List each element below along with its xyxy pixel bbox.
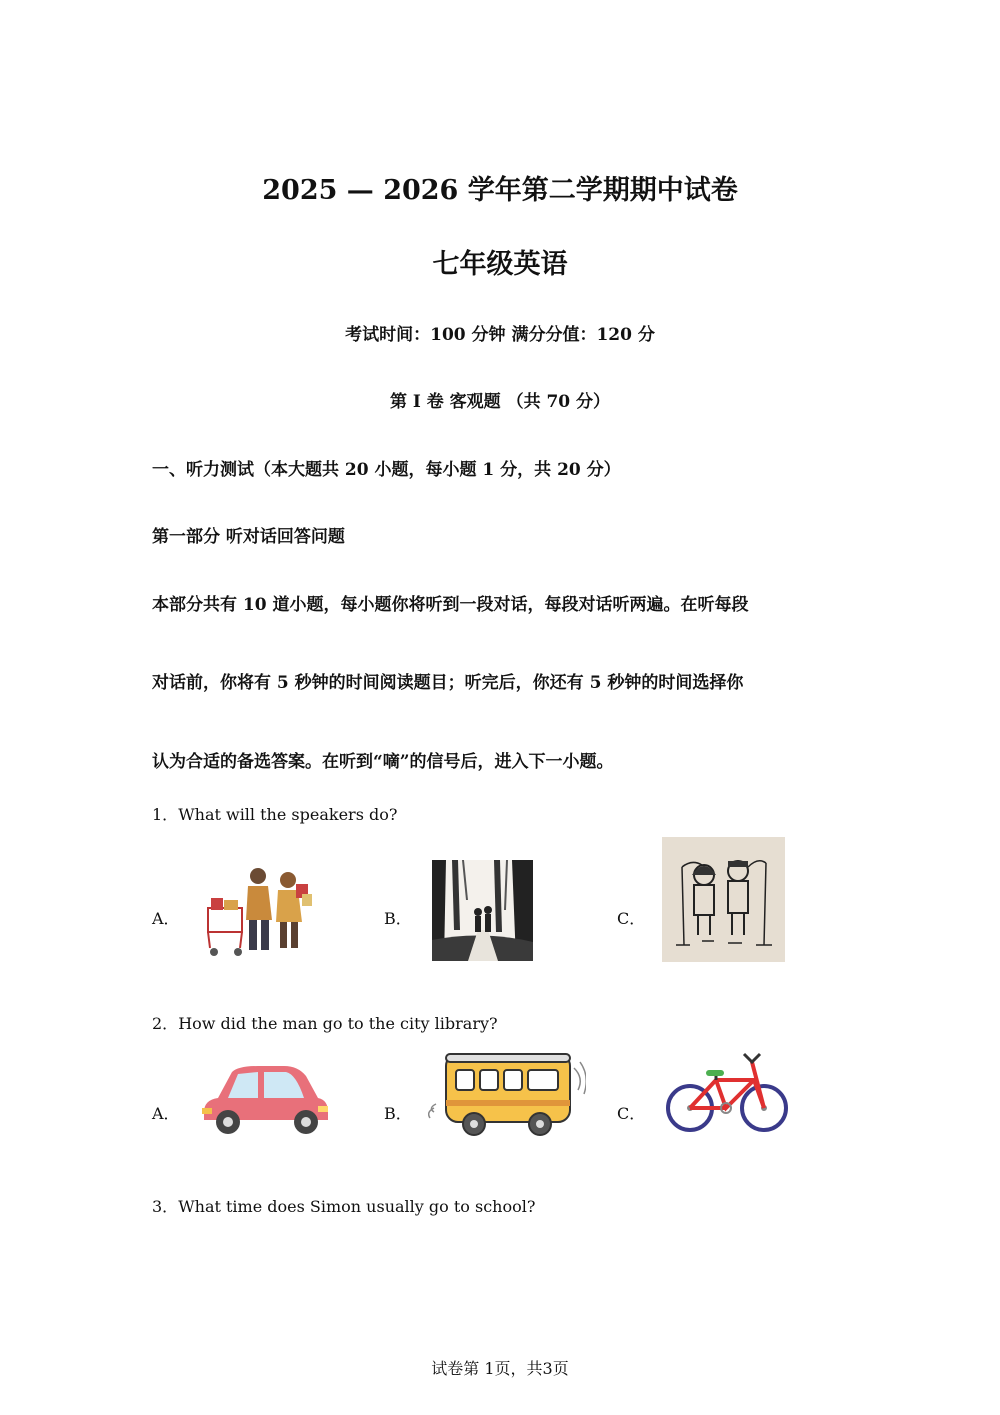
instruction-line-1: 本部分共有 10 道小题，每小题你将听到一段对话，每段对话听两遍。在听每段: [152, 595, 749, 615]
exam-subject: 七年级英语: [432, 249, 568, 280]
instruction-line-2: 对话前，你将有 5 秒钟的时间阅读题目；听完后，你还有 5 秒钟的时间选择你: [152, 673, 744, 693]
section-subheading: 第一部分 听对话回答问题: [152, 527, 345, 547]
exam-title: 2025 — 2026 学年第二学期期中试卷: [262, 175, 738, 206]
question-1: [152, 802, 397, 825]
option-label: B．: [384, 909, 412, 928]
instruction-line-3: 认为合适的备选答案。在听到“嘀”的信号后，进入下一小题。: [152, 752, 614, 772]
question-number: 2．: [152, 1014, 179, 1033]
question-number: 3．: [152, 1197, 179, 1216]
option-label: C．: [617, 909, 646, 928]
question-text: How did the man go to the city library?: [178, 1014, 498, 1033]
car-image: [198, 1062, 332, 1138]
fishing-kids-image: [662, 837, 785, 962]
page-footer: 试卷第 1页，共3页: [431, 1359, 569, 1378]
question-2: [152, 1011, 498, 1034]
exam-info: 考试时间：100 分钟 满分分值：120 分: [345, 325, 655, 345]
question-3: [152, 1194, 535, 1217]
bus-image: [428, 1048, 586, 1140]
bicycle-image: [664, 1046, 792, 1136]
part-title: 第 Ⅰ 卷 客观题 （共 70 分）: [389, 392, 611, 412]
question-number: 1．: [152, 805, 179, 824]
option-label: A．: [152, 909, 180, 928]
option-label: A．: [152, 1104, 180, 1123]
option-label: C．: [617, 1104, 646, 1123]
question-text: What will the speakers do?: [178, 805, 398, 824]
section-heading: 一、听力测试（本大题共 20 小题，每小题 1 分，共 20 分）: [152, 460, 621, 480]
question-text: What time does Simon usually go to school?: [178, 1197, 536, 1216]
option-label: B．: [384, 1104, 412, 1123]
shopping-couple-image: [196, 860, 328, 960]
forest-walk-image: [432, 860, 533, 961]
